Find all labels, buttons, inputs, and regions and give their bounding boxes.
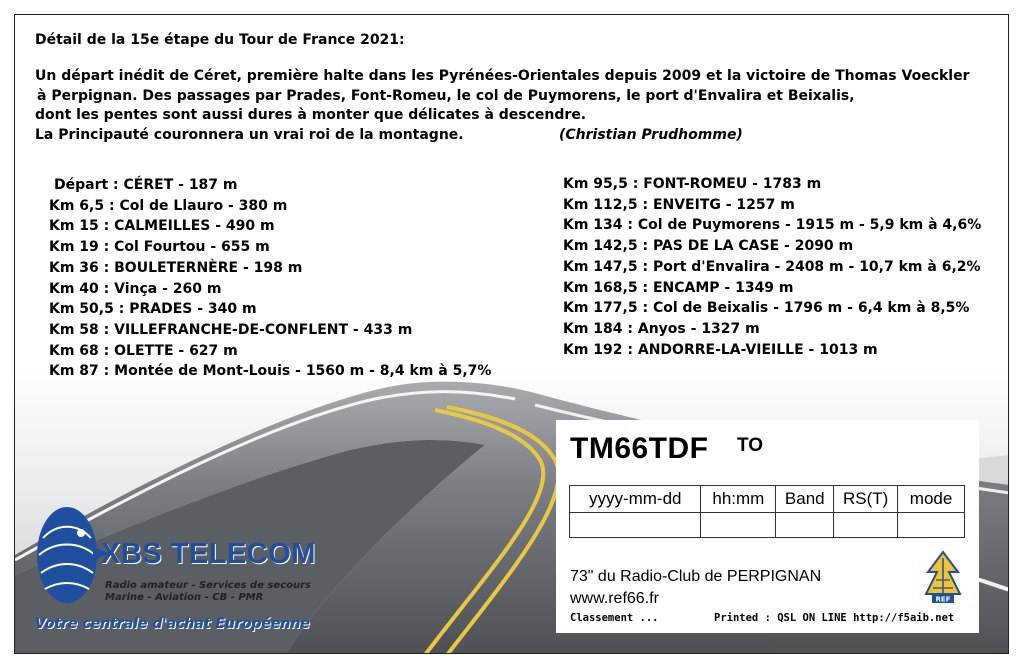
intro-line: dont les pentes sont aussi dures à monter que délicates à descendre. [35, 107, 587, 123]
callsign: TM66TDF [570, 432, 709, 465]
stage-item: Km 184 : Anyos - 1327 m [563, 320, 760, 337]
to-label: TO [737, 435, 764, 456]
printed-credit: Printed : QSL ON LINE http://f5aib.net [714, 612, 955, 624]
intro-paragraph [35, 67, 995, 145]
stage-item: Km 192 : ANDORRE-LA-VIEILLE - 1013 m [563, 341, 878, 358]
club-line: 73" du Radio-Club de PERPIGNAN [570, 568, 822, 585]
table-header-row [570, 486, 965, 513]
stage-item: Km 134 : Col de Puymorens - 1915 m - 5,9 km à 4,6% [563, 217, 982, 234]
sponsor-logo [31, 503, 361, 638]
stage-item: Km 36 : BOULETERNÈRE - 198 m [49, 259, 303, 276]
column-header-date: yyyy-mm-dd [570, 486, 701, 513]
column-header-band: Band [776, 486, 834, 513]
stage-list-left [49, 175, 491, 382]
stage-item: Km 147,5 : Port d'Envalira - 2408 m - 10,7 km à 6,2% [563, 258, 981, 275]
intro-line-last [35, 126, 995, 146]
sponsor-sub-line: Radio amateur - Services de secours [105, 580, 311, 591]
stage-item: Km 19 : Col Fourtou - 655 m [49, 239, 270, 256]
table-row [570, 513, 965, 538]
stage-item: Km 142,5 : PAS DE LA CASE - 2090 m [563, 238, 854, 255]
stage-item: Km 87 : Montée de Mont-Louis - 1560 m - 8,4 km à 5,7% [49, 363, 492, 380]
stage-item: Km 15 : CALMEILLES - 490 m [49, 218, 275, 235]
qsl-card [14, 14, 1009, 654]
sponsor-name: XBS TELECOM [101, 538, 316, 570]
qso-table [569, 485, 965, 538]
fish-icon [31, 503, 111, 608]
sponsor-sub-line: Marine - Aviation - CB - PMR [105, 592, 264, 603]
ref-logo-icon [924, 550, 962, 606]
ref-logo-text: REF [935, 595, 951, 604]
website-link[interactable]: www.ref66.fr [570, 590, 659, 607]
intro-line: La Principauté couronnera un vrai roi de la montagne. [35, 126, 464, 143]
column-header-mode: mode [898, 486, 965, 513]
column-header-time: hh:mm [701, 486, 776, 513]
stage-item: Km 95,5 : FONT-ROMEU - 1783 m [563, 176, 822, 192]
stage-item: Km 50,5 : PRADES - 340 m [49, 301, 257, 318]
intro-line: à Perpignan. Des passages par Prades, Font-Romeu, le col de Puymorens, le port d'Envalira et Beixalis, [37, 87, 855, 104]
author-credit: (Christian Prudhomme) [559, 126, 743, 143]
classement-label: Classement ... [570, 612, 659, 624]
intro-line: Un départ inédit de Céret, première halte dans les Pyrénées-Orientales depuis 2009 et la victoire de Thomas Voeckler [35, 68, 970, 84]
cell-rst [834, 513, 898, 538]
stage-item: Km 6,5 : Col de Llauro - 380 m [49, 197, 288, 214]
qsl-box [556, 420, 979, 633]
stage-list-right [563, 174, 981, 360]
cell-time [701, 513, 776, 538]
stage-item: Km 58 : VILLEFRANCHE-DE-CONFLENT - 433 m [49, 321, 413, 338]
stage-item: Km 168,5 : ENCAMP - 1349 m [563, 279, 794, 296]
stage-item: Km 40 : Vinça - 260 m [49, 280, 222, 297]
cell-date [570, 513, 701, 538]
stage-item: Départ : CÉRET - 187 m [54, 177, 238, 193]
cell-mode [898, 513, 965, 538]
sponsor-subtitle [105, 580, 311, 604]
cell-band [776, 513, 834, 538]
page-title: Détail de la 15e étape du Tour de France 2021: [35, 32, 405, 48]
stage-item: Km 68 : OLETTE - 627 m [49, 342, 238, 359]
sponsor-slogan: Votre centrale d'achat Européenne [35, 616, 310, 632]
column-header-rst: RS(T) [834, 486, 898, 513]
stage-item: Km 112,5 : ENVEITG - 1257 m [563, 196, 795, 213]
stage-item: Km 177,5 : Col de Beixalis - 1796 m - 6,4 km à 8,5% [563, 300, 970, 317]
